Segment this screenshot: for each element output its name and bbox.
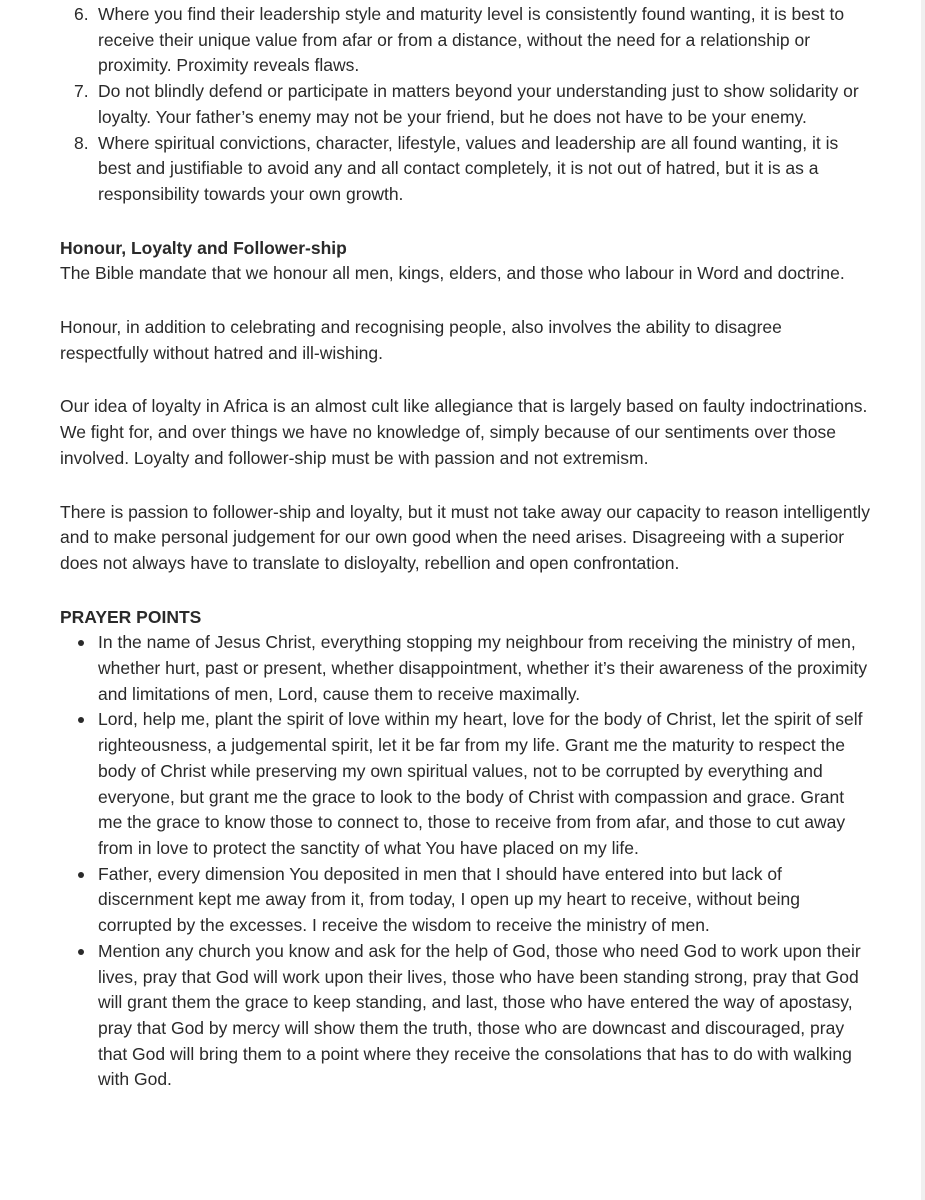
paragraph: There is passion to follower-ship and loyalty, but it must not take away our capacity to reason intelligently and to make personal judgement for our own good when the need arises. Disagreeing with a superior does not always have to translate to disloyalty, rebellion and open confrontation. [60,501,870,573]
list-item-text: Do not blindly defend or participate in matters beyond your understanding just to show solidarity or loyalty. Your father’s enemy may not be your friend, but he does not have to be your enemy. [98,81,859,127]
paragraph: Our idea of loyalty in Africa is an almost cult like allegiance that is largely based on faulty indoctrinations. We fight for, and over things we have no knowledge of, simply because of our sentiments over those involved. Loyalty and follower-ship must be with passion and not extremism. [60,396,868,468]
list-item [60,79,872,130]
prayer-point-text: Lord, help me, plant the spirit of love within my heart, love for the body of Christ, let the spirit of self righteousness, a judgemental spirit, let it be far from my life. Grant me the maturity to respect the body of Christ while preserving my own spiritual values, not to be corrupted by everything and everyone, but grant me the grace to look to the body of Christ with compassion and grace. Grant me the grace to know those to connect to, those to receive from from afar, and those to cut away from in love to protect the sanctity of what You have placed on my life. [98,709,863,858]
spacer [60,287,872,315]
prayer-point [60,939,872,1093]
bullet-icon [78,640,84,646]
list-number: 6. [74,4,89,24]
spacer [60,472,872,500]
section-heading: Honour, Loyalty and Follower-ship [60,237,347,258]
list-item [60,131,872,208]
scrollbar[interactable] [921,0,925,1200]
bullet-icon [78,872,84,878]
bullet-icon [78,949,84,955]
list-number: 8. [74,132,89,153]
list-number: 7. [74,81,89,102]
list-item-text: Where spiritual convictions, character, lifestyle, values and leadership are all found wanting, it is best and justifiable to avoid any and all contact completely, it is not out of hatred, but it is as a responsibility towards your own growth. [98,132,839,204]
section-intro: The Bible mandate that we honour all men, kings, elders, and those who labour in Word and doctrine. [60,263,845,284]
prayer-point-text: In the name of Jesus Christ, everything stopping my neighbour from receiving the ministry of men, whether hurt, past or present, whether disappointment, whether it’s their awareness of the proximity and limitations of men, Lord, cause them to receive maximally. [98,632,868,704]
document-page [60,2,872,1093]
spacer [60,366,872,394]
prayer-points-heading: PRAYER POINTS [60,606,202,627]
prayer-point [60,630,872,707]
prayer-points-list [60,630,872,1093]
prayer-point-text: Father, every dimension You deposited in men that I should have entered into but lack of discernment kept me away from it, from today, I open up my heart to receive, without being corrupted by the excesses. I receive the wisdom to receive the ministry of men. [98,863,800,936]
list-item-text: Where you find their leadership style and maturity level is consistently found wanting, it is best to receive their unique value from afar or from a distance, without the need for a relationship or proximity. Proximity reveals flaws. [98,4,845,76]
bullet-icon [78,717,84,723]
numbered-list [60,2,872,208]
list-item [60,2,872,79]
spacer [60,208,872,236]
spacer [60,577,872,605]
prayer-point [60,707,872,861]
paragraph: Honour, in addition to celebrating and recognising people, also involves the ability to disagree respectfully without hatred and ill-wishing. [60,317,782,363]
prayer-point [60,862,872,939]
prayer-point-text: Mention any church you know and ask for the help of God, those who need God to work upon their lives, pray that God will work upon their lives, those who have been standing strong, pray that God will grant them the grace to keep standing, and last, those who have entered the way of apostasy, pray that God by mercy will show them the truth, those who are downcast and discouraged, pray that God will bring them to a point where they receive the consolations that has to do with walking with God. [98,940,861,1090]
